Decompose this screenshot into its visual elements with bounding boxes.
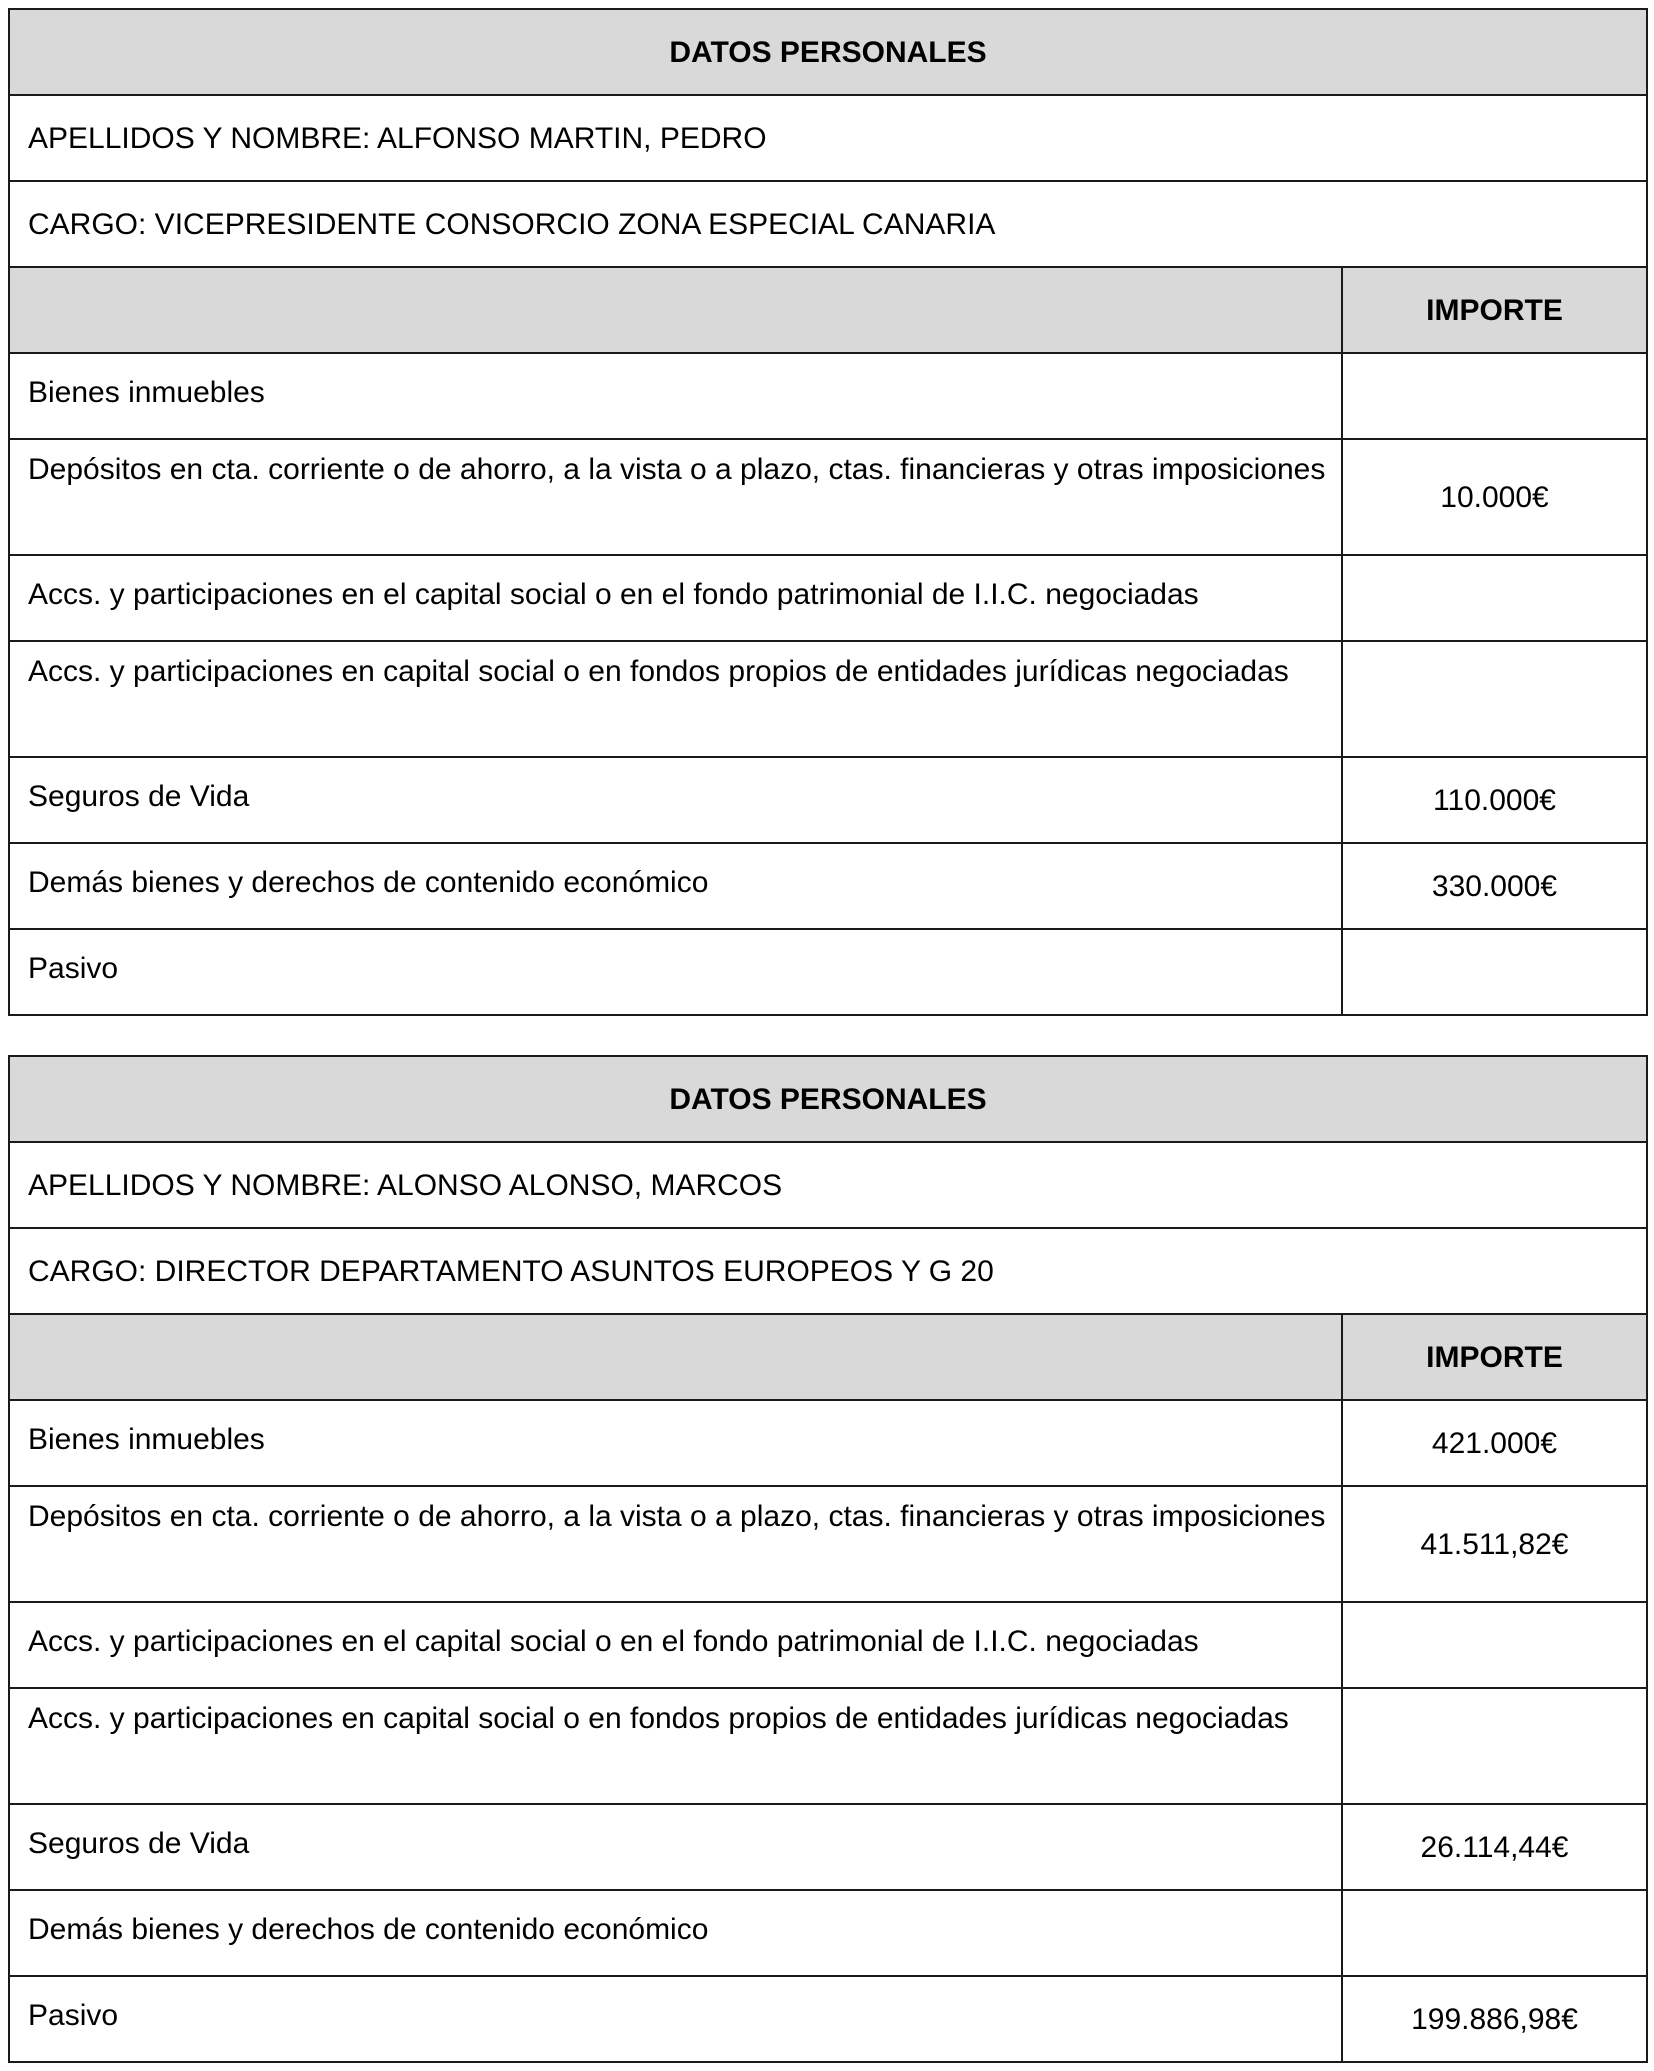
table-row: [9, 555, 1647, 641]
row-amount: 199.886,98€: [1342, 1976, 1647, 2062]
row-label: Depósitos en cta. corriente o de ahorro, a la vista o a plazo, ctas. financieras y otras imposiciones: [9, 1486, 1342, 1602]
name-line: APELLIDOS Y NOMBRE: ALFONSO MARTIN, PEDRO: [9, 95, 1647, 181]
row-amount: 41.511,82€: [1342, 1486, 1647, 1602]
row-label: Accs. y participaciones en capital social o en fondos propios de entidades jurídicas negociadas: [9, 1688, 1342, 1804]
table-row: [9, 1890, 1647, 1976]
row-amount: 330.000€: [1342, 843, 1647, 929]
concept-header: [9, 267, 1342, 353]
table-row: [9, 1486, 1647, 1602]
section-title: DATOS PERSONALES: [9, 9, 1647, 95]
row-amount: 110.000€: [1342, 757, 1647, 843]
row-label: Seguros de Vida: [9, 757, 1342, 843]
row-amount: [1342, 1602, 1647, 1688]
position-line: CARGO: DIRECTOR DEPARTAMENTO ASUNTOS EUROPEOS Y G 20: [9, 1228, 1647, 1314]
row-label: Accs. y participaciones en el capital social o en el fondo patrimonial de I.I.C. negociadas: [9, 555, 1342, 641]
name-line: APELLIDOS Y NOMBRE: ALONSO ALONSO, MARCOS: [9, 1142, 1647, 1228]
row-amount: 421.000€: [1342, 1400, 1647, 1486]
table-row: [9, 1400, 1647, 1486]
row-label: Accs. y participaciones en el capital social o en el fondo patrimonial de I.I.C. negociadas: [9, 1602, 1342, 1688]
table-row: [9, 757, 1647, 843]
table-row: [9, 353, 1647, 439]
table-row: [9, 1976, 1647, 2062]
row-label: Demás bienes y derechos de contenido económico: [9, 1890, 1342, 1976]
table-row: [9, 439, 1647, 555]
row-amount: [1342, 353, 1647, 439]
amount-header: IMPORTE: [1342, 1314, 1647, 1400]
row-amount: [1342, 1890, 1647, 1976]
table-row: [9, 843, 1647, 929]
asset-declaration-table: [8, 1055, 1648, 2063]
asset-declaration-table: [8, 8, 1648, 1016]
table-row: [9, 929, 1647, 1015]
row-label: Seguros de Vida: [9, 1804, 1342, 1890]
table-row: [9, 1688, 1647, 1804]
section-title: DATOS PERSONALES: [9, 1056, 1647, 1142]
row-amount: [1342, 641, 1647, 757]
table-row: [9, 641, 1647, 757]
row-label: Bienes inmuebles: [9, 353, 1342, 439]
position-line: CARGO: VICEPRESIDENTE CONSORCIO ZONA ESPECIAL CANARIA: [9, 181, 1647, 267]
row-label: Pasivo: [9, 929, 1342, 1015]
table-row: [9, 1602, 1647, 1688]
row-label: Pasivo: [9, 1976, 1342, 2062]
row-label: Depósitos en cta. corriente o de ahorro, a la vista o a plazo, ctas. financieras y otras imposiciones: [9, 439, 1342, 555]
row-amount: 10.000€: [1342, 439, 1647, 555]
row-amount: [1342, 929, 1647, 1015]
row-amount: [1342, 555, 1647, 641]
row-label: Demás bienes y derechos de contenido económico: [9, 843, 1342, 929]
row-label: Bienes inmuebles: [9, 1400, 1342, 1486]
table-row: [9, 1804, 1647, 1890]
row-amount: [1342, 1688, 1647, 1804]
row-label: Accs. y participaciones en capital social o en fondos propios de entidades jurídicas negociadas: [9, 641, 1342, 757]
amount-header: IMPORTE: [1342, 267, 1647, 353]
concept-header: [9, 1314, 1342, 1400]
row-amount: 26.114,44€: [1342, 1804, 1647, 1890]
